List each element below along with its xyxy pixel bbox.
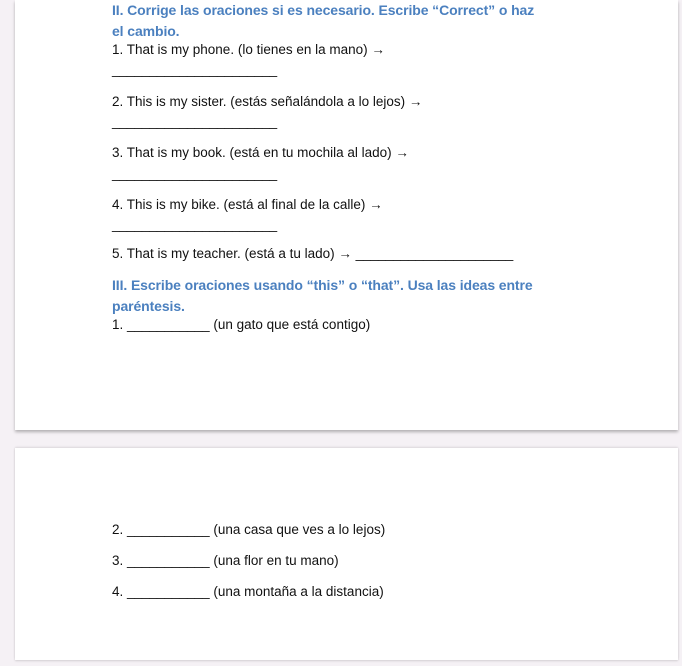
exercise-iii-item-2: 2. ___________ (una casa que ves a lo lejos)	[112, 522, 386, 537]
exercise-ii-item-5: 5. That is my teacher. (está a tu lado) → _____________________	[112, 246, 514, 261]
exercise-ii-item-4: 4. This is my bike. (está al final de la calle) →	[112, 197, 383, 212]
document-page-2[interactable]	[15, 448, 678, 660]
exercise-ii-item-3: 3. That is my book. (está en tu mochila al lado) →	[112, 145, 409, 160]
exercise-iii-item-1: 1. ___________ (un gato que está contigo)	[112, 317, 371, 332]
exercise-ii-item-2-blank: ______________________	[112, 114, 278, 129]
section-ii-heading-line-1: II. Corrige las oraciones si es necesario. Escribe “Correct” o haz	[112, 2, 535, 18]
section-ii-heading-line-2: el cambio.	[112, 23, 180, 39]
section-iii-heading-line-2: paréntesis.	[112, 298, 185, 314]
exercise-ii-item-3-blank: ______________________	[112, 166, 278, 181]
exercise-ii-item-1-blank: ______________________	[112, 62, 278, 77]
document-page-1[interactable]	[15, 0, 678, 430]
exercise-iii-item-4: 4. ___________ (una montaña a la distancia)	[112, 584, 384, 599]
section-iii-heading-line-1: III. Escribe oraciones usando “this” o “that”. Usa las ideas entre	[112, 277, 533, 293]
exercise-iii-item-3: 3. ___________ (una flor en tu mano)	[112, 553, 339, 568]
exercise-ii-item-2: 2. This is my sister. (estás señalándola a lo lejos) →	[112, 94, 423, 109]
exercise-ii-item-1: 1. That is my phone. (lo tienes en la mano) →	[112, 42, 385, 57]
exercise-ii-item-4-blank: ______________________	[112, 217, 278, 232]
